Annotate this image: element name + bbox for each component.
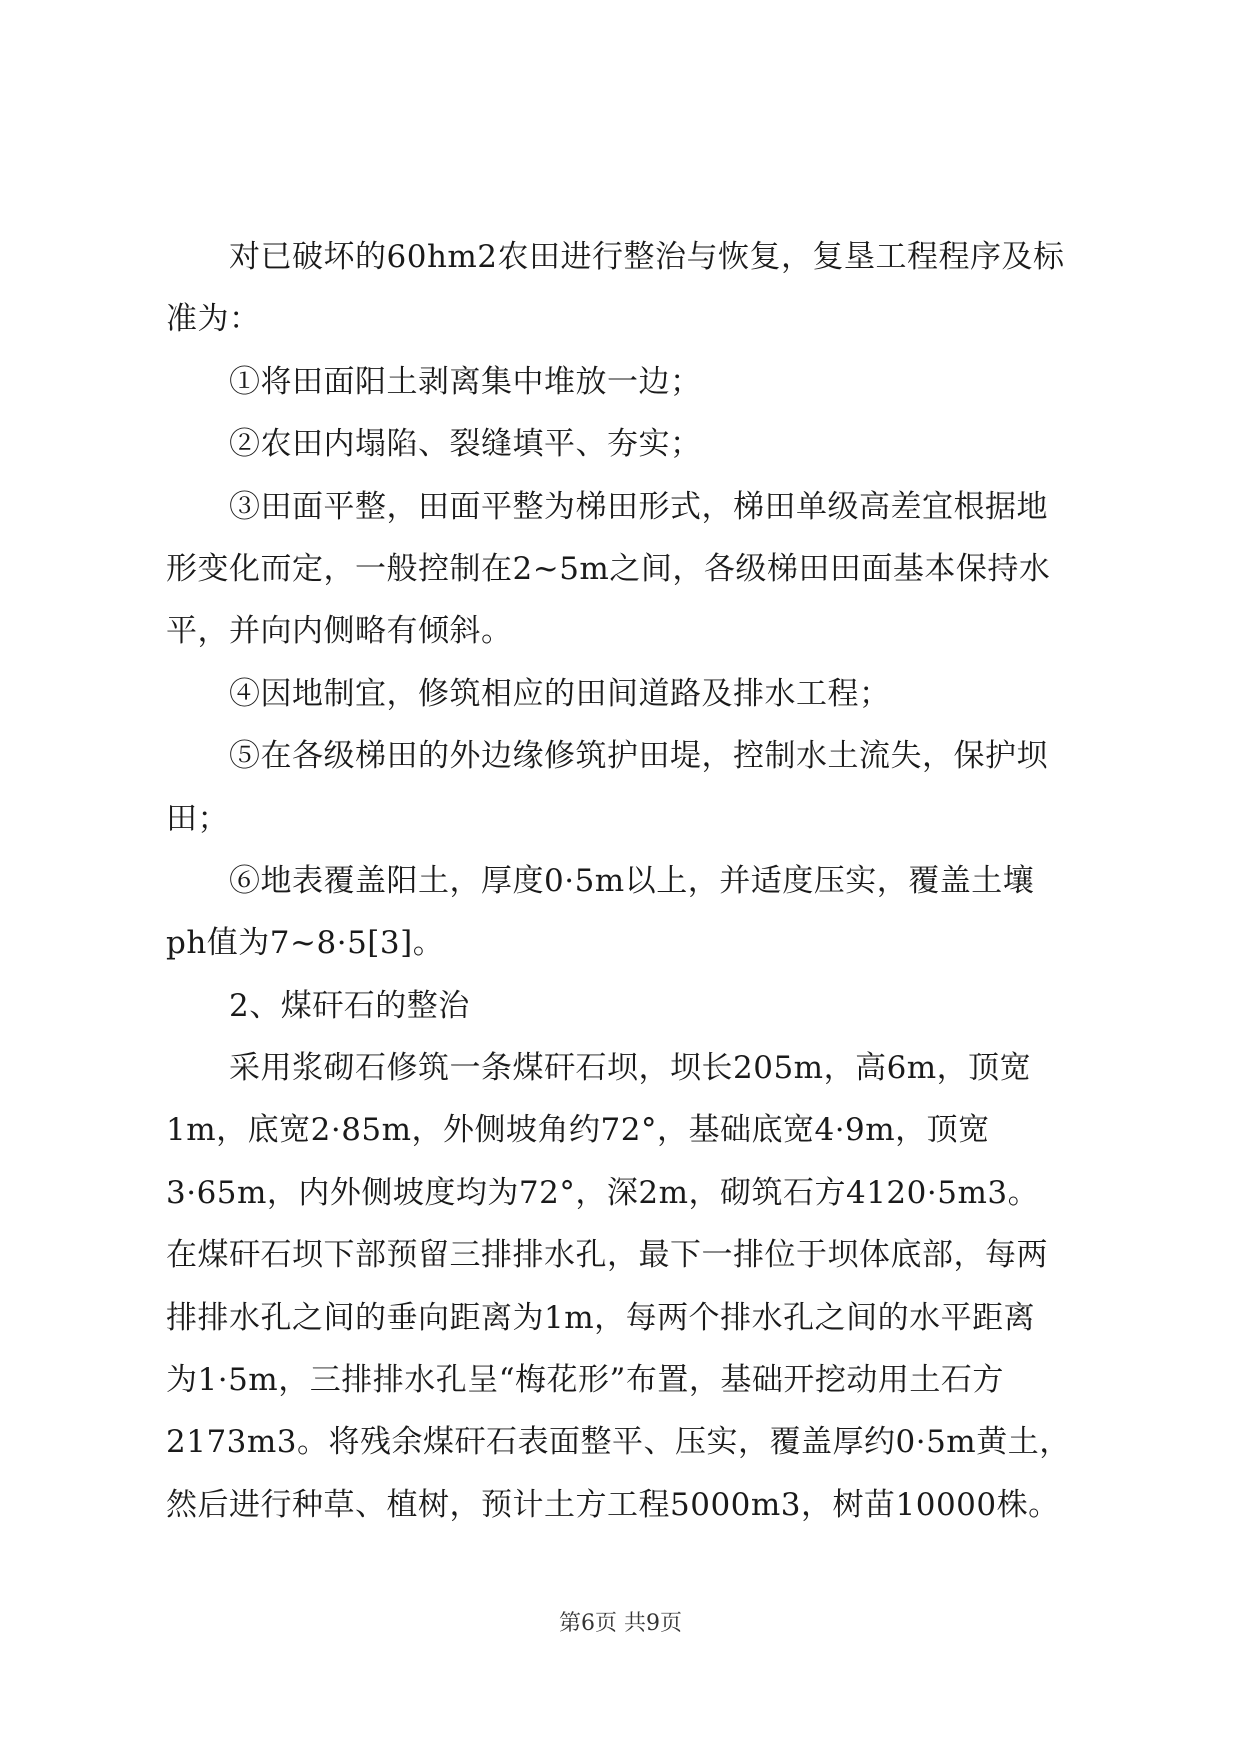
text-line: ①将田面阳土剥离集中堆放一边； — [166, 363, 702, 400]
text-line: 采用浆砌石修筑一条煤矸石坝，坝长205m，高6m，顶宽 — [166, 1050, 1032, 1087]
text-line: 平，并向内侧略有倾斜。 — [166, 613, 513, 650]
page-number: 第6页 共9页 — [559, 1611, 682, 1636]
body-text — [166, 226, 1086, 1536]
text-line: 在煤矸石坝下部预留三排排水孔，最下一排位于坝体底部，每两 — [166, 1237, 1048, 1274]
text-line: ④因地制宜，修筑相应的田间道路及排水工程； — [166, 675, 891, 712]
text-line: 然后进行种草、植树，预计土方工程5000m3，树苗10000株。 — [166, 1486, 1060, 1523]
text-line: 准为： — [166, 301, 261, 338]
section-heading: 2、煤矸石的整治 — [166, 987, 470, 1024]
text-line: 排排水孔之间的垂向距离为1m，每两个排水孔之间的水平距离 — [166, 1299, 1036, 1336]
text-line: 1m，底宽2·85m，外侧坡角约72°，基础底宽4·9m，顶宽 — [166, 1112, 990, 1149]
text-line: 2173m3。将残余煤矸石表面整平、压实，覆盖厚约0·5m黄土， — [166, 1424, 1071, 1461]
text-line: 3·65m，内外侧坡度均为72°，深2m，砌筑石方4120·5m3。 — [166, 1174, 1040, 1211]
text-line: 田； — [166, 800, 229, 837]
text-line: ph值为7~8·5[3]。 — [166, 925, 445, 962]
text-line: ②农田内塌陷、裂缝填平、夯实； — [166, 426, 702, 463]
text-line: ⑤在各级梯田的外边缘修筑护田堤，控制水土流失，保护坝 — [166, 738, 1048, 775]
text-line: ③田面平整，田面平整为梯田形式，梯田单级高差宜根据地 — [166, 488, 1048, 525]
text-line: 对已破坏的60hm2农田进行整治与恢复，复垦工程程序及标 — [166, 239, 1065, 275]
text-line: 为1·5m，三排排水孔呈“梅花形”布置，基础开挖动用土石方 — [166, 1362, 1004, 1399]
text-line: ⑥地表覆盖阳土，厚度0·5m以上，并适度压实，覆盖土壤 — [166, 862, 1035, 899]
text-line: 形变化而定，一般控制在2~5m之间，各级梯田田面基本保持水 — [166, 550, 1051, 587]
